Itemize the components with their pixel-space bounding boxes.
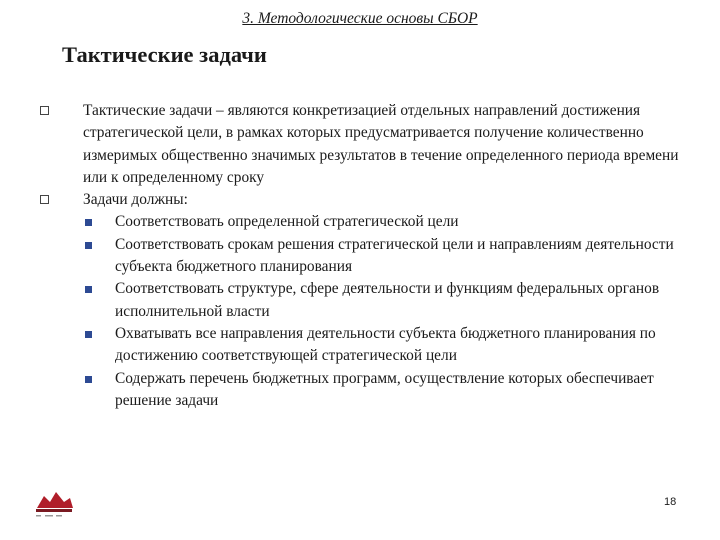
logo-icon — [33, 488, 75, 522]
hollow-square-bullet-icon — [40, 106, 49, 115]
sub-item-text: Соответствовать определенной стратегической цели — [115, 213, 459, 231]
filled-square-bullet-icon — [85, 242, 92, 249]
sub-list-item — [40, 234, 680, 279]
filled-square-bullet-icon — [85, 331, 92, 338]
filled-square-bullet-icon — [85, 286, 92, 293]
sub-item-text: Содержать перечень бюджетных программ, осуществление которых обеспечивает решение задачи — [115, 369, 654, 409]
page-title: Тактические задачи — [62, 42, 267, 67]
sub-list-item — [40, 278, 680, 323]
sub-list-item — [40, 323, 680, 368]
filled-square-bullet-icon — [85, 376, 92, 383]
bullet-text: Тактические задачи – являются конкретизацией отдельных направлений достижения стратегической цели, в рамках которых предусматривается получение количественно измеримых общественно значимых результатов в течение определенного периода времени или к определенному сроку — [83, 102, 679, 186]
filled-square-bullet-icon — [85, 219, 92, 226]
page-number: 18 — [664, 496, 677, 508]
sub-item-text: Соответствовать срокам решения стратегической цели и направлениям деятельности субъекта бюджетного планирования — [115, 235, 674, 276]
section-header: 3. Методологические основы СБОР — [242, 10, 478, 27]
content-body — [40, 100, 680, 412]
list-item — [40, 100, 680, 189]
sub-list-item — [40, 211, 680, 233]
sub-item-text: Соответствовать структуре, сфере деятельности и функциям федеральных органов исполнительной власти — [115, 280, 660, 320]
sub-list-item — [40, 368, 680, 413]
hollow-square-bullet-icon — [40, 195, 49, 204]
bullet-text: Задачи должны: — [83, 191, 188, 209]
list-item — [40, 189, 680, 211]
sub-item-text: Охватывать все направления деятельности субъекта бюджетного планирования по достижению соответствующей стратегической цели — [115, 324, 656, 365]
